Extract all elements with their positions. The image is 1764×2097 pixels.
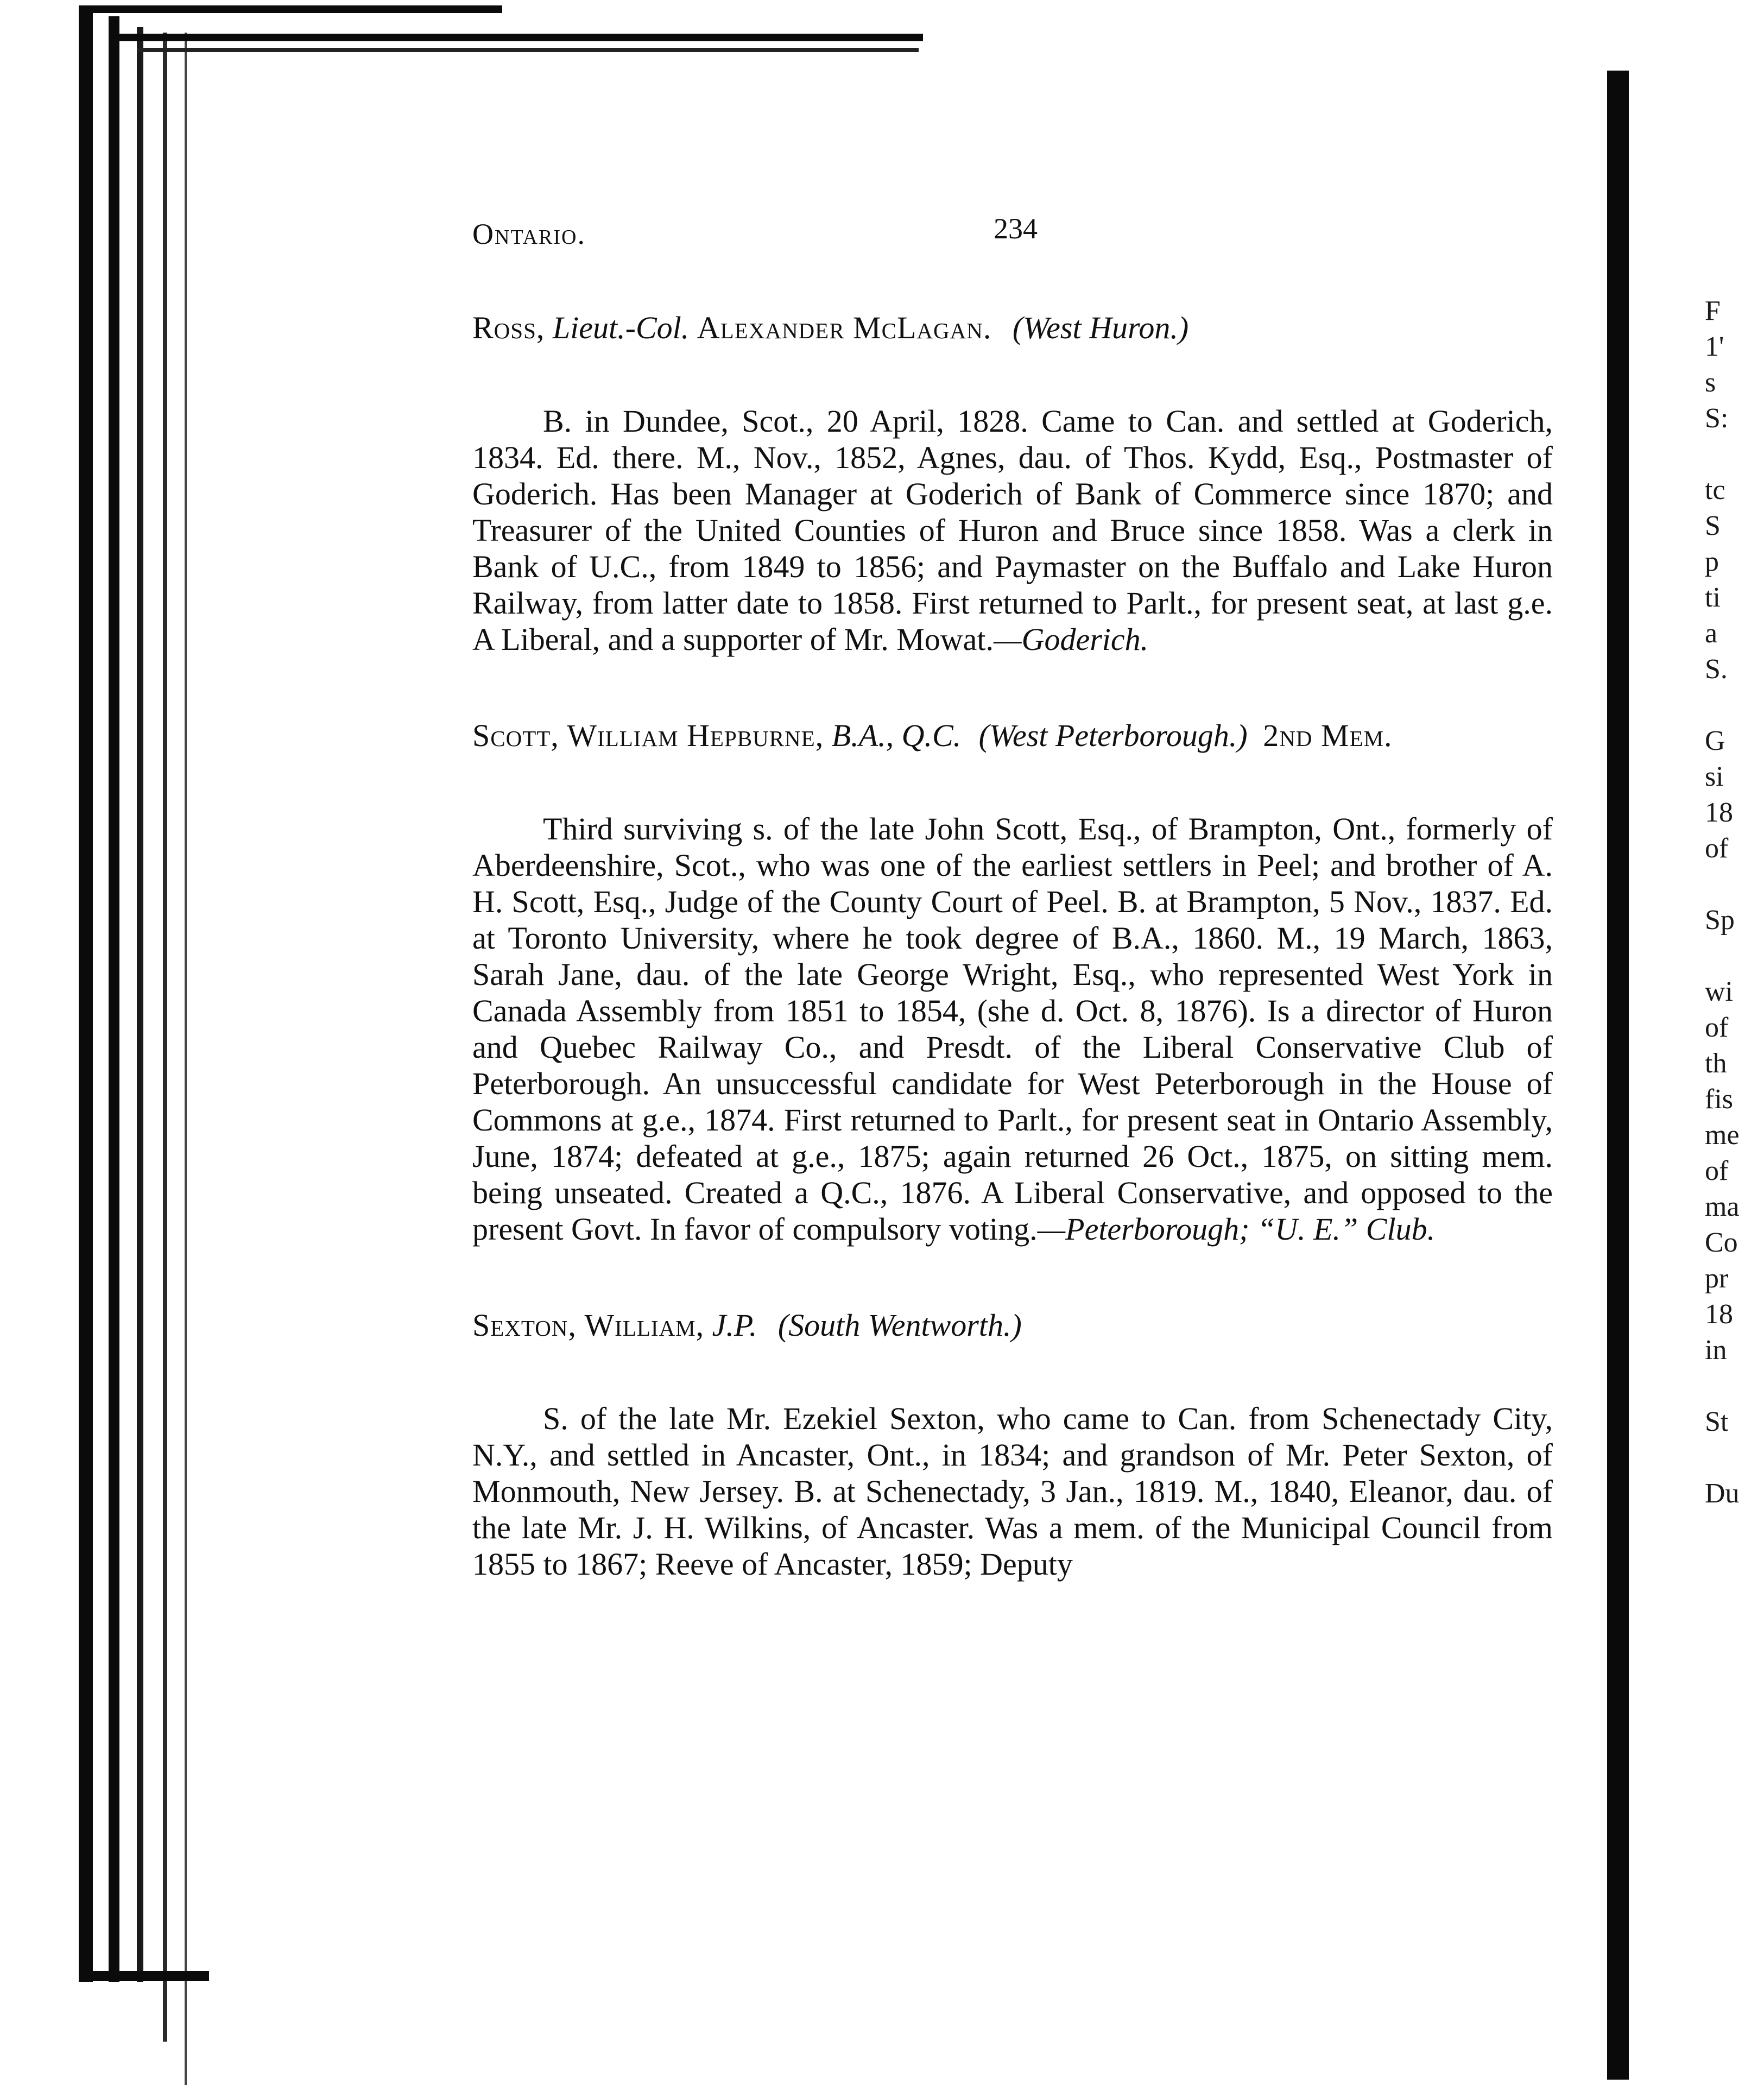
fragment-line: ti (1705, 582, 1721, 613)
fragment-line (1705, 437, 1764, 472)
fragment-line: Co (1705, 1227, 1738, 1258)
fragment-line: fis (1705, 1084, 1733, 1115)
binding-rule (185, 33, 187, 2085)
binding-rule (163, 33, 167, 2042)
fragment-line: s (1705, 367, 1716, 398)
fragment-line: me (1705, 1120, 1740, 1151)
binding-rule (79, 5, 502, 13)
fragment-line: F (1705, 295, 1721, 326)
fragment-line: S: (1705, 403, 1729, 434)
entry-biography: B. in Dundee, Scot., 20 April, 1828. Came to Can. and settled at Goderich, 1834. Ed. there. M., Nov., 1852, Agnes, dau. of Thos. Kydd, Esq., Postmaster of Goderich. Has been Manager at Goderich of Bank of Commerce since 1870; and Treasurer of the United Counties of Huron and Bruce since 1858. Was a clerk in Bank of U.C., from 1849 to 1856; and Paymaster on the Buffalo and Lake Huron Railway, from latter date to 1858. First returned to Parlt., for present seat, at last g.e. A Liberal, and a supporter of Mr. Mowat. (472, 403, 1553, 657)
binding-rule (79, 1971, 209, 1981)
fragment-line: pr (1705, 1263, 1729, 1294)
entry-text (472, 1400, 1553, 1582)
fragment-line (1705, 1440, 1764, 1476)
fragment-line: 18 (1705, 1299, 1733, 1330)
entry-heading (472, 310, 1553, 346)
fragment-line: tc (1705, 475, 1725, 506)
entry-constituency: (South Wentworth.) (777, 1308, 1022, 1343)
fragment-line (1705, 687, 1764, 723)
entry-text (472, 811, 1553, 1247)
fragment-line (1705, 938, 1764, 974)
entry-heading (472, 1307, 1553, 1343)
entry-address: —Peterborough; “U. E.” Club. (1037, 1211, 1436, 1247)
binding-rule (137, 48, 919, 52)
entry-given-names: Alexander McLagan. (697, 310, 992, 345)
running-head (472, 206, 1553, 250)
fragment-line: p (1705, 546, 1719, 577)
binding-rule (79, 5, 93, 1982)
fragment-line: G (1705, 725, 1725, 756)
entry-title: Lieut.-Col. (552, 310, 690, 345)
fragment-line: 1' (1705, 331, 1724, 362)
scan-gutter-shadow (1607, 71, 1629, 2080)
entry-surname: Sexton, (472, 1308, 577, 1343)
book-page (472, 206, 1553, 1582)
binding-rule (109, 16, 119, 1982)
fragment-line: of (1705, 833, 1729, 864)
entry-address: —Goderich. (994, 622, 1149, 657)
entry-member-note: 2nd Mem. (1263, 718, 1393, 753)
page-number: 234 (994, 212, 1038, 245)
fragment-line: wi (1705, 976, 1733, 1007)
binding-rule (109, 34, 923, 41)
entry-given-names: William, (584, 1308, 705, 1343)
entry-constituency: (West Huron.) (1012, 310, 1189, 345)
fragment-line (1705, 867, 1764, 902)
fragment-line: Du (1705, 1478, 1740, 1509)
fragment-line: S (1705, 510, 1721, 541)
facing-page-fragments (1705, 293, 1764, 1512)
fragment-line (1705, 1368, 1764, 1404)
fragment-line: S. (1705, 654, 1728, 685)
entry-degrees: J.P. (712, 1308, 757, 1343)
fragment-line: of (1705, 1012, 1729, 1043)
fragment-line: si (1705, 761, 1724, 792)
entry-biography: Third surviving s. of the late John Scott, Esq., of Brampton, Ont., formerly of Aberdeenshire, Scot., who was one of the earliest settlers in Peel; and brother of A. H. Scott, Esq., Judge of the County Court of Peel. B. at Brampton, 5 Nov., 1837. Ed. at Toronto University, where he took degree of B.A., 1860. M., 19 March, 1863, Sarah Jane, dau. of the late George Wright, Esq., who represented West York in Canada Assembly from 1851 to 1854, (she d. Oct. 8, 1876). Is a director of Huron and Quebec Railway Co., and Presdt. of the Liberal Conservative Club of Peterborough. An unsuccessful candidate for West Peterborough in the House of Commons at g.e., 1874. First returned to Parlt., for present seat in Ontario Assembly, June, 1874; defeated at g.e., 1875; again returned 26 Oct., 1875, on sitting mem. being unseated. Created a Q.C., 1876. A Liberal Conservative, and opposed to the present Govt. In favor of compulsory voting. (472, 811, 1553, 1247)
binding-rule (137, 27, 143, 1982)
entry-surname: Ross, (472, 310, 545, 345)
fragment-line: a (1705, 618, 1718, 649)
fragment-line: 18 (1705, 797, 1733, 828)
entry-biography: S. of the late Mr. Ezekiel Sexton, who came to Can. from Schenectady City, N.Y., and settled in Ancaster, Ont., in 1834; and grandson of Mr. Peter Sexton, of Monmouth, New Jersey. B. at Schenectady, 3 Jan., 1819. M., 1840, Eleanor, dau. of the late Mr. J. H. Wilkins, of Ancaster. Was a mem. of the Municipal Council from 1855 to 1867; Reeve of Ancaster, 1859; Deputy (472, 1401, 1553, 1582)
entry-degrees: B.A., Q.C. (831, 718, 962, 753)
fragment-line: St (1705, 1406, 1729, 1437)
scan-binding-edge (0, 0, 233, 2097)
entry-constituency: (West Peterborough.) (978, 718, 1248, 753)
entry-text (472, 403, 1553, 658)
fragment-line: Sp (1705, 905, 1735, 936)
fragment-line: th (1705, 1048, 1727, 1079)
fragment-line: in (1705, 1335, 1727, 1366)
section-title: Ontario. (472, 218, 586, 250)
fragment-line: of (1705, 1155, 1729, 1186)
fragment-line: ma (1705, 1191, 1740, 1222)
entry-heading (472, 717, 1553, 754)
entry-surname: Scott, (472, 718, 559, 753)
entry-given-names: William Hepburne, (567, 718, 824, 753)
